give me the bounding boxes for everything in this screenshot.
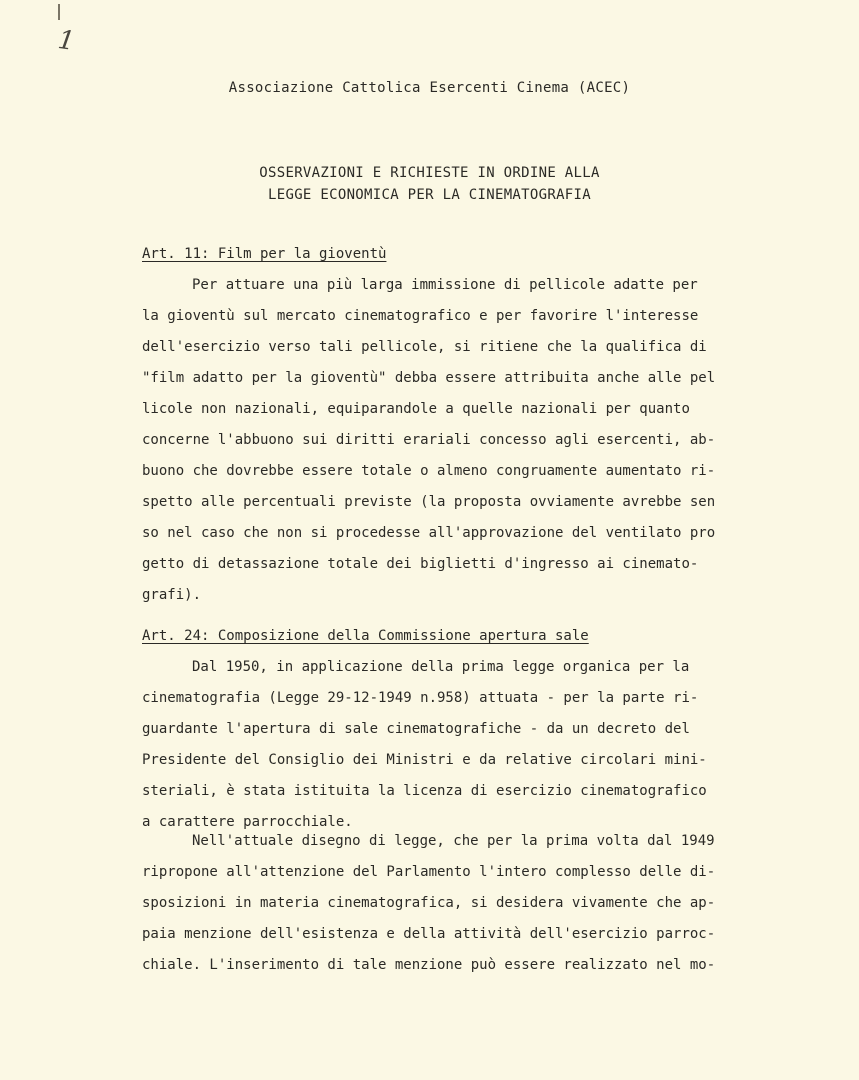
text-line: ripropone all'attenzione del Parlamento l'intero complesso delle di- (142, 864, 716, 880)
paragraph-art-11 (142, 270, 742, 611)
text-line: getto di detassazione totale dei biglietti d'ingresso ai cinemato- (142, 556, 699, 572)
text-line: "film adatto per la gioventù" debba essere attribuita anche alle pel (142, 370, 716, 386)
text-line: Presidente del Consiglio dei Ministri e da relative circolari mini- (142, 752, 707, 768)
text-line: Nell'attuale disegno di legge, che per la prima volta dal 1949 (192, 833, 715, 849)
text-line: buono che dovrebbe essere totale o almeno congruamente aumentato ri- (142, 463, 716, 479)
text-line: concerne l'abbuono sui diritti erariali concesso agli esercenti, ab- (142, 432, 716, 448)
text-line: a carattere parrocchiale. (142, 814, 353, 830)
text-line: spetto alle percentuali previste (la proposta ovviamente avrebbe sen (142, 494, 716, 510)
organization-title: Associazione Cattolica Esercenti Cinema (ACEC) (228, 80, 631, 96)
text-line: steriali, è stata istituita la licenza di esercizio cinematografico (142, 783, 707, 799)
document-title (0, 162, 859, 206)
text-line: paia menzione dell'esistenza e della attività dell'esercizio parroc- (142, 926, 716, 942)
text-line: so nel caso che non si procedesse all'approvazione del ventilato pro (142, 525, 716, 541)
text-line: Per attuare una più larga immissione di pellicole adatte per (192, 277, 698, 293)
margin-mark (58, 4, 60, 20)
text-line: cinematografia (Legge 29-12-1949 n.958) attuata - per la parte ri- (142, 690, 699, 706)
text-line: guardante l'apertura di sale cinematografiche - da un decreto del (142, 721, 690, 737)
paragraph-art-24-second (142, 826, 742, 981)
paragraph-art-24-first (142, 652, 742, 838)
text-line: grafi). (142, 587, 202, 603)
text-line: Dal 1950, in applicazione della prima legge organica per la (192, 659, 690, 675)
text-line: la gioventù sul mercato cinematografico e per favorire l'interesse (142, 308, 699, 324)
text-line: licole non nazionali, equiparandole a quelle nazionali per quanto (142, 401, 690, 417)
document-title-line: LEGGE ECONOMICA PER LA CINEMATOGRAFIA (268, 187, 591, 203)
section-heading-art-24: Art. 24: Composizione della Commissione apertura sale (142, 628, 589, 644)
document-title-line: OSSERVAZIONI E RICHIESTE IN ORDINE ALLA (259, 165, 600, 181)
section-heading-art-11: Art. 11: Film per la gioventù (142, 246, 387, 262)
page-marker: 1 (55, 24, 77, 58)
text-line: dell'esercizio verso tali pellicole, si ritiene che la qualifica di (142, 339, 707, 355)
text-line: sposizioni in materia cinematografica, si desidera vivamente che ap- (142, 895, 716, 911)
text-line: chiale. L'inserimento di tale menzione può essere realizzato nel mo- (142, 957, 716, 973)
